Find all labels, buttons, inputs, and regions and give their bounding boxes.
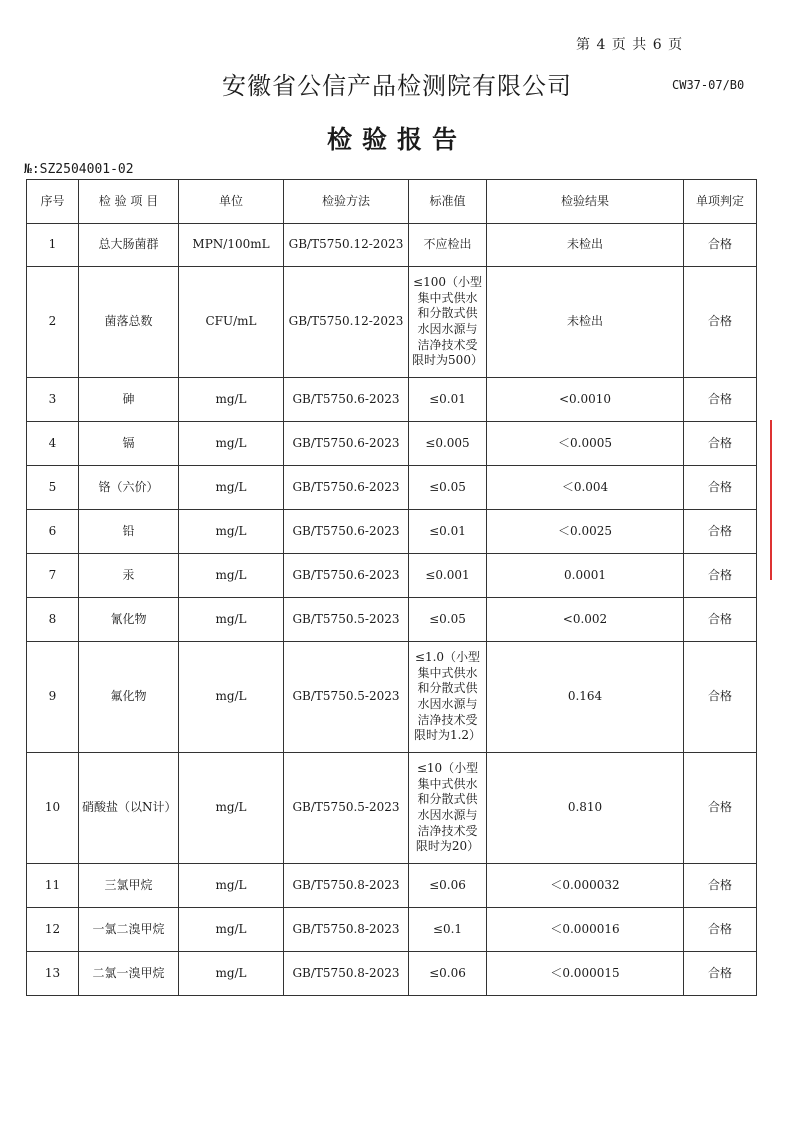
table-row	[27, 908, 757, 952]
cell-result: ＜0.0025	[487, 510, 684, 554]
cell-method: GB/T5750.8-2023	[284, 952, 409, 996]
cell-standard: ≤1.0（小型集中式供水和分散式供水因水源与洁净技术受限时为1.2）	[409, 642, 487, 753]
cell-no: 13	[27, 952, 79, 996]
cell-result: ＜0.004	[487, 466, 684, 510]
company-name: 安徽省公信产品检测院有限公司	[222, 72, 572, 100]
header-no: 序号	[27, 180, 79, 224]
cell-verdict: 合格	[684, 908, 757, 952]
form-code: CW37-07/B0	[672, 78, 745, 92]
cell-method: GB/T5750.5-2023	[284, 642, 409, 753]
cell-no: 7	[27, 554, 79, 598]
cell-unit: mg/L	[179, 510, 284, 554]
cell-no: 3	[27, 378, 79, 422]
results-table	[26, 179, 757, 996]
cell-result: 0.0001	[487, 554, 684, 598]
header-result: 检验结果	[487, 180, 684, 224]
cell-result: ＜0.0005	[487, 422, 684, 466]
cell-method: GB/T5750.6-2023	[284, 554, 409, 598]
cell-unit: mg/L	[179, 466, 284, 510]
header-verdict: 单项判定	[684, 180, 757, 224]
cell-item: 氟化物	[79, 642, 179, 753]
cell-result: ＜0.000015	[487, 952, 684, 996]
cell-method: GB/T5750.6-2023	[284, 422, 409, 466]
table-row	[27, 267, 757, 378]
cell-no: 6	[27, 510, 79, 554]
cell-method: GB/T5750.6-2023	[284, 466, 409, 510]
cell-standard: ≤0.1	[409, 908, 487, 952]
table-row	[27, 598, 757, 642]
cell-method: GB/T5750.8-2023	[284, 908, 409, 952]
cell-verdict: 合格	[684, 267, 757, 378]
cell-method: GB/T5750.6-2023	[284, 378, 409, 422]
cell-item: 总大肠菌群	[79, 224, 179, 267]
cell-item: 铅	[79, 510, 179, 554]
cell-verdict: 合格	[684, 753, 757, 864]
cell-method: GB/T5750.5-2023	[284, 598, 409, 642]
cell-result: <0.0010	[487, 378, 684, 422]
cell-standard: ≤0.05	[409, 598, 487, 642]
cell-result: ＜0.000016	[487, 908, 684, 952]
table-row	[27, 378, 757, 422]
cell-standard: ≤0.005	[409, 422, 487, 466]
table-row	[27, 952, 757, 996]
cell-result: 0.164	[487, 642, 684, 753]
cell-standard: ≤0.05	[409, 466, 487, 510]
cell-unit: mg/L	[179, 554, 284, 598]
header-standard: 标准值	[409, 180, 487, 224]
cell-result: 未检出	[487, 224, 684, 267]
cell-standard: ≤100（小型集中式供水和分散式供水因水源与洁净技术受限时为500）	[409, 267, 487, 378]
cell-method: GB/T5750.6-2023	[284, 510, 409, 554]
cell-result: 未检出	[487, 267, 684, 378]
cell-result: ＜0.000032	[487, 864, 684, 908]
cell-unit: mg/L	[179, 952, 284, 996]
cell-verdict: 合格	[684, 554, 757, 598]
cell-verdict: 合格	[684, 598, 757, 642]
cell-verdict: 合格	[684, 642, 757, 753]
table-row	[27, 554, 757, 598]
cell-unit: mg/L	[179, 908, 284, 952]
header-unit: 单位	[179, 180, 284, 224]
table-row	[27, 642, 757, 753]
cell-standard: ≤0.01	[409, 510, 487, 554]
cell-method: GB/T5750.12-2023	[284, 224, 409, 267]
cell-verdict: 合格	[684, 378, 757, 422]
cell-item: 镉	[79, 422, 179, 466]
cell-no: 12	[27, 908, 79, 952]
cell-no: 11	[27, 864, 79, 908]
cell-method: GB/T5750.5-2023	[284, 753, 409, 864]
cell-standard: 不应检出	[409, 224, 487, 267]
cell-result: <0.002	[487, 598, 684, 642]
seal-stamp-fragment	[770, 420, 794, 580]
cell-unit: mg/L	[179, 422, 284, 466]
cell-verdict: 合格	[684, 952, 757, 996]
cell-item: 硝酸盐（以N计）	[79, 753, 179, 864]
cell-verdict: 合格	[684, 466, 757, 510]
cell-unit: CFU/mL	[179, 267, 284, 378]
table-header-row	[27, 180, 757, 224]
cell-unit: mg/L	[179, 378, 284, 422]
cell-no: 1	[27, 224, 79, 267]
cell-standard: ≤0.06	[409, 952, 487, 996]
cell-verdict: 合格	[684, 510, 757, 554]
page-number: 第 4 页 共 6 页	[576, 37, 684, 53]
cell-item: 氰化物	[79, 598, 179, 642]
cell-result: 0.810	[487, 753, 684, 864]
cell-item: 汞	[79, 554, 179, 598]
cell-item: 砷	[79, 378, 179, 422]
cell-verdict: 合格	[684, 224, 757, 267]
table-row	[27, 224, 757, 267]
cell-item: 二氯一溴甲烷	[79, 952, 179, 996]
cell-no: 9	[27, 642, 79, 753]
cell-no: 2	[27, 267, 79, 378]
table-row	[27, 753, 757, 864]
cell-no: 10	[27, 753, 79, 864]
table-row	[27, 422, 757, 466]
cell-unit: mg/L	[179, 864, 284, 908]
cell-standard: ≤0.06	[409, 864, 487, 908]
cell-method: GB/T5750.8-2023	[284, 864, 409, 908]
cell-no: 5	[27, 466, 79, 510]
cell-item: 三氯甲烷	[79, 864, 179, 908]
cell-no: 4	[27, 422, 79, 466]
cell-no: 8	[27, 598, 79, 642]
header-method: 检验方法	[284, 180, 409, 224]
cell-method: GB/T5750.12-2023	[284, 267, 409, 378]
cell-standard: ≤0.01	[409, 378, 487, 422]
cell-item: 菌落总数	[79, 267, 179, 378]
table-row	[27, 864, 757, 908]
cell-verdict: 合格	[684, 422, 757, 466]
cell-item: 一氯二溴甲烷	[79, 908, 179, 952]
header-item: 检 验 项 目	[79, 180, 179, 224]
cell-item: 铬（六价）	[79, 466, 179, 510]
cell-unit: MPN/100mL	[179, 224, 284, 267]
report-number: №:SZ2504001-02	[24, 162, 134, 177]
cell-unit: mg/L	[179, 753, 284, 864]
document-title: 检验报告	[326, 125, 467, 154]
table-row	[27, 466, 757, 510]
cell-unit: mg/L	[179, 598, 284, 642]
cell-unit: mg/L	[179, 642, 284, 753]
cell-standard: ≤0.001	[409, 554, 487, 598]
cell-standard: ≤10（小型集中式供水和分散式供水因水源与洁净技术受限时为20）	[409, 753, 487, 864]
table-row	[27, 510, 757, 554]
cell-verdict: 合格	[684, 864, 757, 908]
